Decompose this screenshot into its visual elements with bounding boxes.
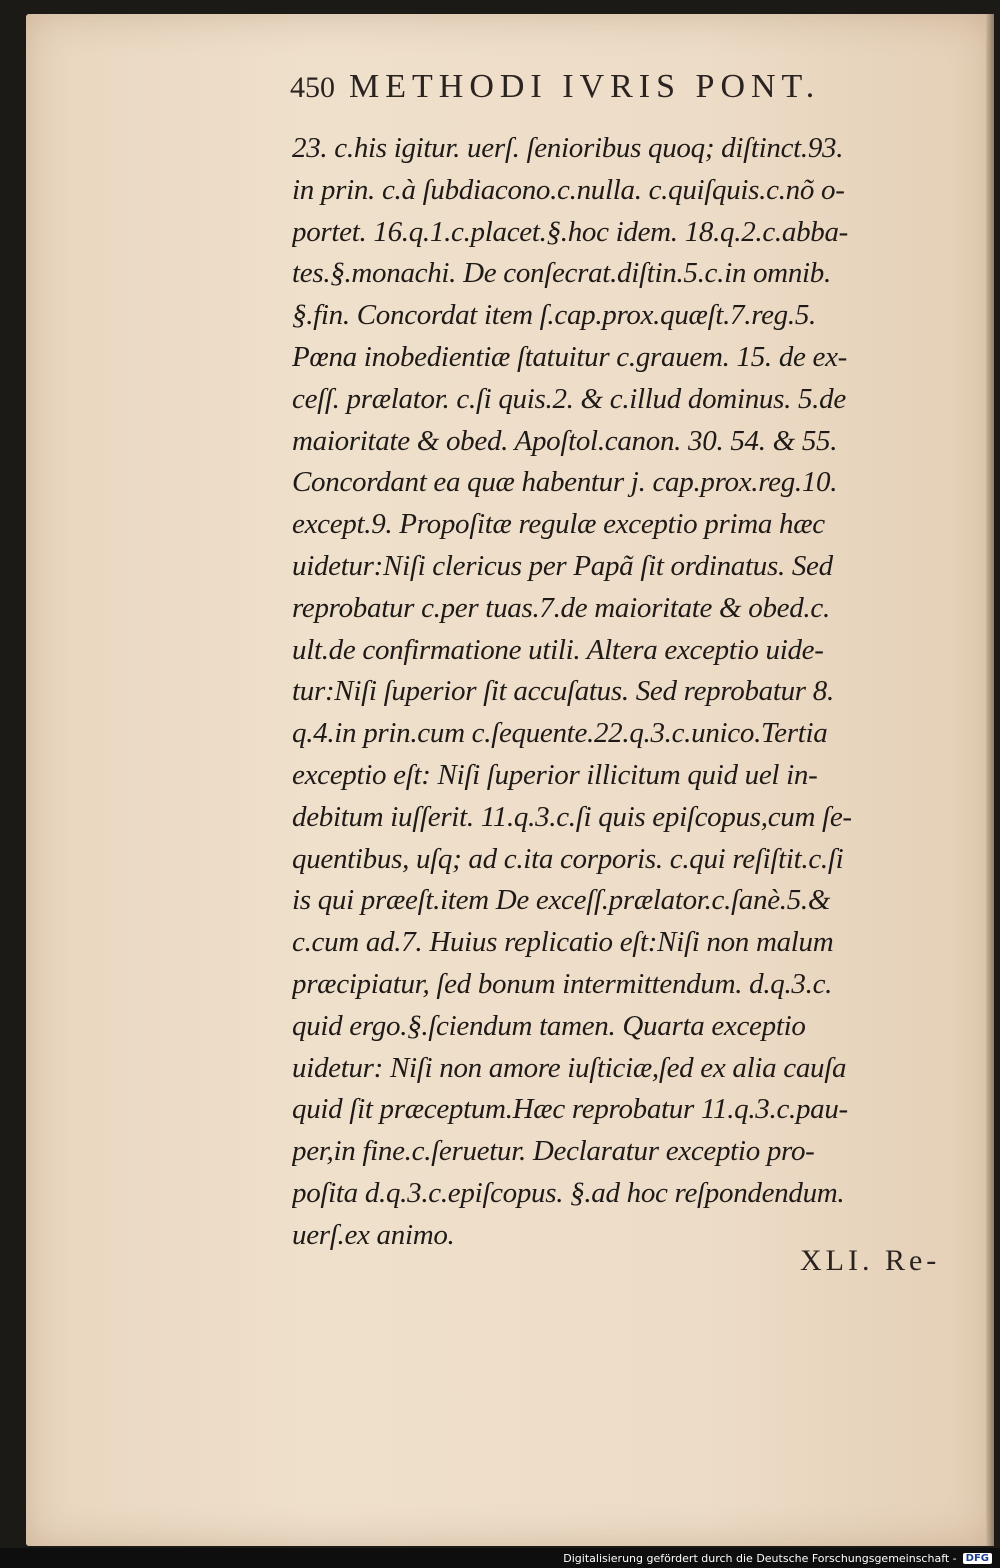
text-line: præcipiatur, ſed bonum intermittendum. d.q.3.c.: [292, 967, 833, 1000]
text-line: Concordant ea quæ habentur j. cap.prox.reg.10.: [292, 466, 838, 499]
text-line: q.4.in prin.cum c.ſequente.22.q.3.c.unico.Tertia: [292, 717, 828, 750]
text-line: quid ergo.§.ſciendum tamen. Quarta exceptio: [292, 1009, 806, 1042]
text-line: poſita d.q.3.c.epiſcopus. §.ad hoc reſpondendum.: [292, 1176, 845, 1209]
text-line: Pœna inobedientiæ ſtatuitur c.grauem. 15. de ex-: [292, 340, 848, 373]
text-line: 23. c.his igitur. uerſ. ſenioribus quoq; diſtinct.93.: [292, 132, 844, 164]
text-line: c.cum ad.7. Huius replicatio eſt:Niſi non malum: [292, 926, 834, 959]
text-line: uerſ.ex animo.: [292, 1218, 455, 1251]
page-number: 450: [290, 71, 335, 104]
text-line: quentibus, uſq; ad c.ita corporis. c.qui reſiſtit.c.ſi: [292, 842, 844, 875]
text-line: reprobatur c.per tuas.7.de maioritate & obed.c.: [292, 591, 830, 624]
text-line: maioritate & obed. Apoſtol.canon. 30. 54. & 55.: [292, 424, 838, 457]
text-line: ult.de confirmatione utili. Altera exceptio uide-: [292, 633, 824, 666]
catchword: XLI. Re-: [800, 1244, 941, 1277]
running-title: METHODI IVRIS PONT.: [349, 68, 821, 105]
text-line: tes.§.monachi. De conſecrat.diſtin.5.c.in omnib.: [292, 257, 831, 290]
text-line: uidetur: Niſi non amore iuſticiæ,ſed ex alia cauſa: [292, 1051, 847, 1084]
page-header: [290, 68, 910, 112]
text-line: tur:Niſi ſuperior ſit accuſatus. Sed reprobatur 8.: [292, 675, 834, 708]
digitization-footer: [0, 1548, 1000, 1568]
page-edge: [986, 14, 994, 1546]
footer-credit: Digitalisierung gefördert durch die Deutsche Forschungsgemeinschaft -: [563, 1551, 957, 1565]
text-line: is qui præeſt.item De exceſſ.prælator.c.ſanè.5.&: [292, 884, 831, 917]
text-line: except.9. Propoſitæ regulæ exceptio prima hæc: [292, 508, 825, 541]
text-line: in prin. c.à ſubdiacono.c.nulla. c.quiſquis.c.nõ o-: [292, 173, 845, 206]
body-text: [292, 128, 932, 1257]
text-line: quid ſit præceptum.Hæc reprobatur 11.q.3.c.pau-: [292, 1093, 848, 1126]
text-line: uidetur:Niſi clericus per Papã ſit ordinatus. Sed: [292, 549, 833, 582]
text-line: debitum iuſſerit. 11.q.3.c.ſi quis epiſcopus,cum ſe-: [292, 800, 852, 833]
dfg-logo-icon: DFG: [963, 1553, 992, 1564]
text-line: portet. 16.q.1.c.placet.§.hoc idem. 18.q.2.c.abba-: [292, 215, 849, 248]
text-line: §.fin. Concordat item ſ.cap.prox.quæſt.7.reg.5.: [292, 299, 816, 332]
text-line: per,in fine.c.ſeruetur. Declaratur exceptio pro-: [292, 1135, 815, 1168]
text-line: ceſſ. prælator. c.ſi quis.2. & c.illud dominus. 5.de: [292, 382, 846, 415]
text-line: exceptio eſt: Niſi ſuperior illicitum quid uel in-: [292, 758, 818, 791]
